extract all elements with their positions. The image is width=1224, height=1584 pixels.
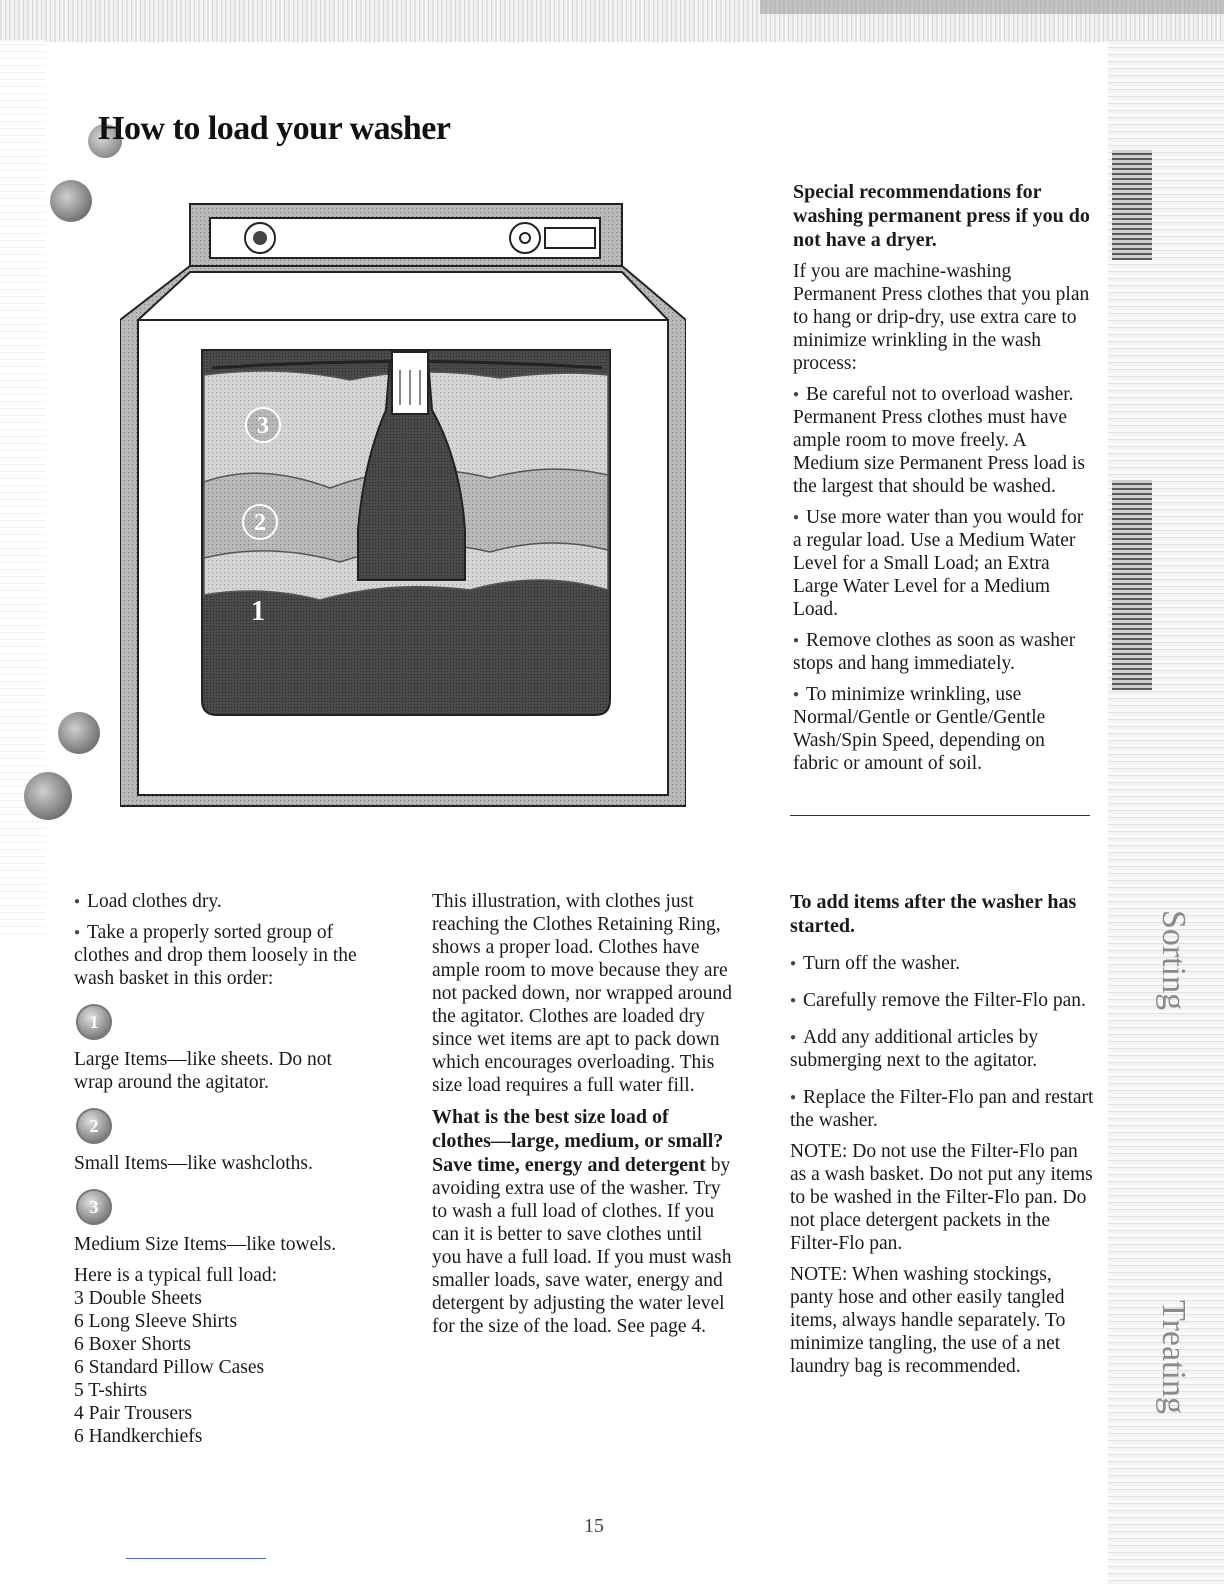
stockings-note: NOTE: When washing stockings, panty hose and other easily tangled items, always handle separately. To minimize tangling, the use of a net laundry bag is recommended. xyxy=(790,1264,1066,1377)
load-size-body: by avoiding extra use of the washer. Try to wash a full load of clothes. If you can it is better to save clothes until you have a full load. If you must wash smaller loads, save water, energy and detergent by adjusting the water level for the size of the load. See page 4. xyxy=(432,1155,732,1337)
permanent-press-bullet: ● Remove clothes as soon as washer stops and hang immediately. xyxy=(793,629,1093,675)
step-badge-2: 2 xyxy=(76,1108,112,1144)
layer-label-2: 2 xyxy=(254,510,266,536)
tab-label-treating: Treating xyxy=(1155,1300,1192,1414)
loading-steps-column xyxy=(74,890,374,1448)
permanent-press-bullet: ● Use more water than you would for a regular load. Use a Medium Water Level for a Small Load; an Extra Large Water Level for a Medium Load. xyxy=(793,506,1093,621)
footer-rule xyxy=(126,1558,266,1559)
scan-border-top-dark xyxy=(760,0,1224,14)
step-text-medium-items: Medium Size Items—like towels. xyxy=(74,1234,337,1255)
add-items-bullet: ● Replace the Filter-Flo pan and restart the washer. xyxy=(790,1086,1095,1132)
full-load-item: 6 Boxer Shorts xyxy=(74,1334,191,1355)
washer-illustration xyxy=(120,200,686,816)
full-load-item: 4 Pair Trousers xyxy=(74,1403,193,1424)
permanent-press-section xyxy=(793,180,1093,783)
filter-flo-note: NOTE: Do not use the Filter-Flo pan as a wash basket. Do not put any items to be washed in the Filter-Flo pan. Do not place detergent packets in the Filter-Flo pan. xyxy=(790,1141,1093,1254)
step-text-small-items: Small Items—like washcloths. xyxy=(74,1153,313,1174)
margin-hole-middle xyxy=(58,712,100,754)
full-load-item: 6 Handkerchiefs xyxy=(74,1426,203,1447)
step-badge-1: 1 xyxy=(76,1004,112,1040)
section-divider xyxy=(790,815,1090,816)
tab-label-sorting: Sorting xyxy=(1155,910,1192,1011)
load-size-paragraph xyxy=(432,1105,732,1338)
full-load-intro: Here is a typical full load: xyxy=(74,1265,278,1286)
margin-hole-bottom xyxy=(24,772,72,820)
add-items-bullet: ● Turn off the washer. xyxy=(790,952,1095,975)
load-size-column xyxy=(432,890,732,1346)
full-load-item: 3 Double Sheets xyxy=(74,1288,202,1309)
full-load-list xyxy=(74,1264,374,1448)
add-items-bullet: ● Carefully remove the Filter-Flo pan. xyxy=(790,989,1095,1012)
permanent-press-intro: If you are machine-washing Permanent Press clothes that you plan to hang or drip-dry, use extra care to minimize wrinkling in the wash process: xyxy=(793,261,1090,374)
full-load-item: 6 Long Sleeve Shirts xyxy=(74,1311,238,1332)
control-display xyxy=(545,228,595,248)
page-number: 15 xyxy=(584,1515,604,1537)
layer-label-3: 3 xyxy=(257,413,269,439)
proper-load-paragraph: This illustration, with clothes just reaching the Clothes Retaining Ring, shows a proper load. Clothes have ample room to move because they are not packed down, nor wrapped around the agitator. Clothes are loaded dry since wet items are apt to pack down which encourages overloading. This size load requires a full water fill. xyxy=(432,891,732,1096)
step-text-large-items: Large Items—like sheets. Do not wrap around the agitator. xyxy=(74,1049,332,1093)
permanent-press-bullet: ● Be careful not to overload washer. Permanent Press clothes must have ample room to move freely. A Medium size Permanent Press load is the largest that should be washed. xyxy=(793,383,1093,498)
add-items-column xyxy=(790,890,1095,1386)
permanent-press-bullet: ● To minimize wrinkling, use Normal/Gentle or Gentle/Gentle Wash/Spin Speed, depending on fabric or amount of soil. xyxy=(793,683,1093,775)
loading-bullet: ● Load clothes dry. xyxy=(74,890,374,913)
control-knob-right xyxy=(510,223,540,253)
margin-hole-top xyxy=(50,180,92,222)
full-load-item: 6 Standard Pillow Cases xyxy=(74,1357,265,1378)
step-badge-3: 3 xyxy=(76,1189,112,1225)
layer-label-1: 1 xyxy=(251,596,265,627)
add-items-heading: To add items after the washer has started. xyxy=(790,891,1077,937)
tab-block-top xyxy=(1112,150,1152,260)
full-load-item: 5 T-shirts xyxy=(74,1380,148,1401)
add-items-bullet: ● Add any additional articles by submerging next to the agitator. xyxy=(790,1026,1095,1072)
permanent-press-heading: Special recommendations for washing permanent press if you do not have a dryer. xyxy=(793,181,1090,251)
loading-bullet: ● Take a properly sorted group of clothes and drop them loosely in the wash basket in this order: xyxy=(74,921,374,990)
tab-block-middle xyxy=(1112,480,1152,690)
load-size-heading: What is the best size load of clothes—large, medium, or small? Save time, energy and detergent xyxy=(432,1106,724,1176)
page-title: How to load your washer xyxy=(98,110,451,147)
